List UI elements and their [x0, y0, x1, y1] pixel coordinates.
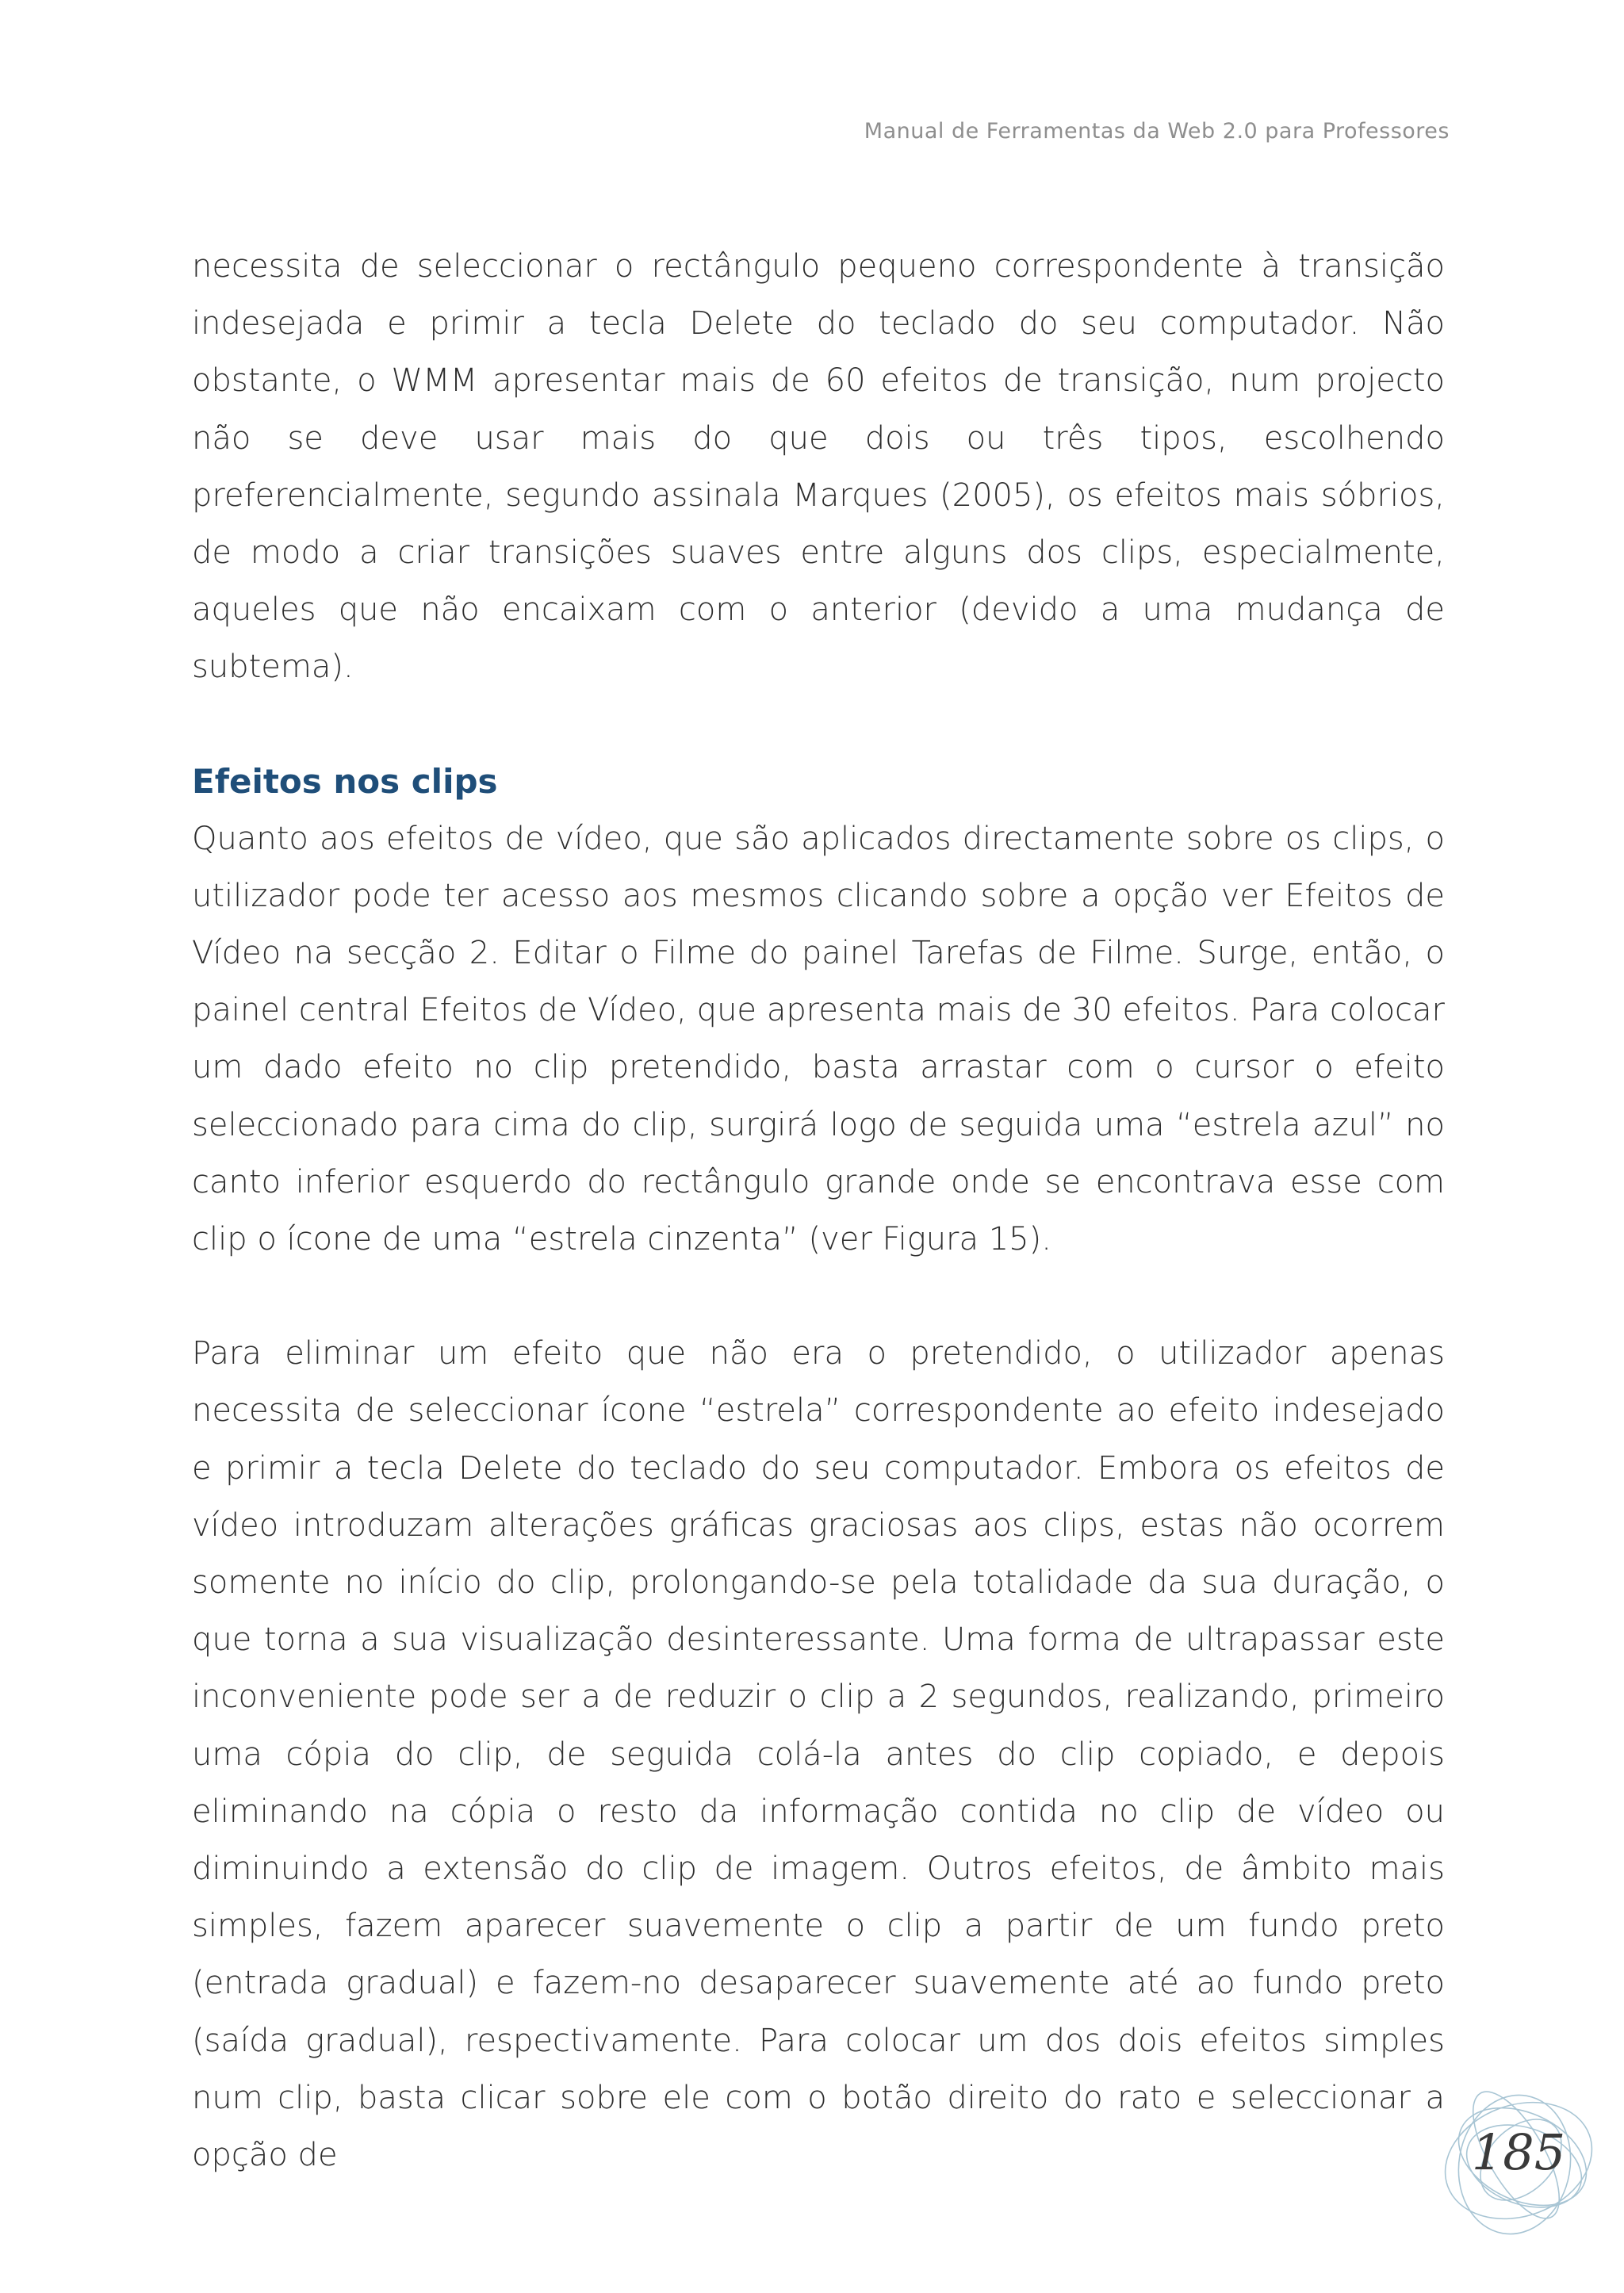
page-number-badge: [1435, 2077, 1602, 2244]
page-number: 185: [1471, 2123, 1566, 2181]
paragraph-1: necessita de seleccionar o rectângulo pequeno correspondente à transição indesejada e primir a tecla Delete do teclado do seu computador. Não obstante, o WMM apresentar mais de 60 efeitos de transição, num projecto não se deve usar mais do que dois ou três tipos, escolhendo preferencialmente, segundo assinala Marques (2005), os efeitos mais sóbrios, de modo a criar transições suaves entre alguns dos clips, especialmente, aqueles que não encaixam com o anterior (devido a uma mudança de subtema).: [192, 248, 1445, 686]
page-body: [192, 238, 1445, 2184]
paragraph-3: Para eliminar um efeito que não era o pretendido, o utilizador apenas necessita de seleccionar ícone “estrela” correspondente ao efeito indesejado e primir a tecla Delete do teclado do seu computador. Embora os efeitos de vídeo introduzam alterações gráficas graciosas aos clips, estas não ocorrem somente no início do clip, prolongando-se pela totalidade da sua duração, o que torna a sua visualização desinteressante. Uma forma de ultrapassar este inconveniente pode ser a de reduzir o clip a 2 segundos, realizando, primeiro uma cópia do clip, de seguida colá-la antes do clip copiado, e depois eliminando na cópia o resto da informação contida no clip de vídeo ou diminuindo a extensão do clip de imagem. Outros efeitos, de âmbito mais simples, fazem aparecer suavemente o clip a partir de um fundo preto (entrada gradual) e fazem-no desaparecer suavemente até ao fundo preto (saída gradual), respectivamente. Para colocar um dos dois efeitos simples num clip, basta clicar sobre ele com o botão direito do rato e seleccionar a opção de: [192, 1335, 1445, 2174]
section-heading: Efeitos nos clips: [192, 761, 498, 801]
paragraph-2: Quanto aos efeitos de vídeo, que são aplicados directamente sobre os clips, o utilizador pode ter acesso aos mesmos clicando sobre a opção ver Efeitos de Vídeo na secção 2. Editar o Filme do painel Tarefas de Filme. Surge, então, o painel central Efeitos de Vídeo, que apresenta mais de 30 efeitos. Para colocar um dado efeito no clip pretendido, basta arrastar com o cursor o efeito seleccionado para cima do clip, surgirá logo de seguida uma “estrela azul” no canto inferior esquerdo do rectângulo grande onde se encontrava esse com clip o ícone de uma “estrela cinzenta” (ver Figura 15).: [192, 820, 1445, 1258]
running-header: Manual de Ferramentas da Web 2.0 para Professores: [864, 119, 1450, 144]
